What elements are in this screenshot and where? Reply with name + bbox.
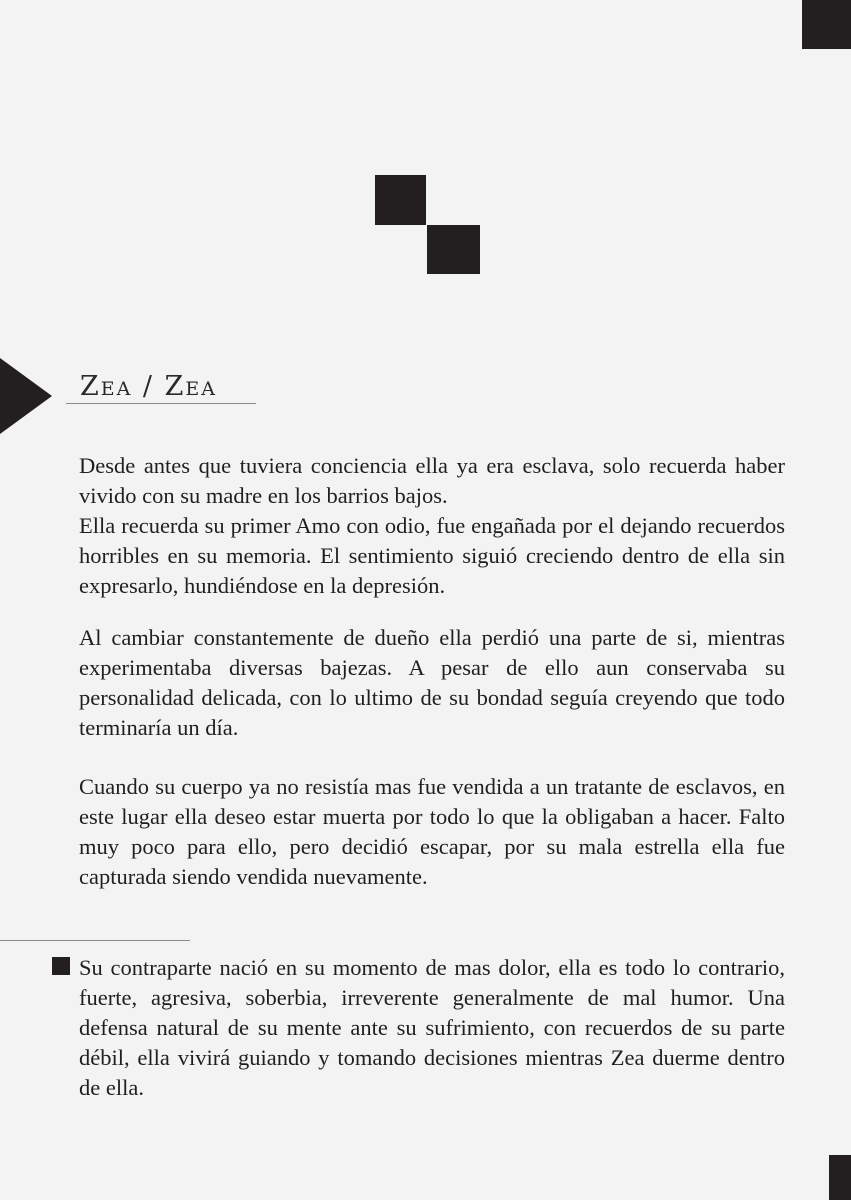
paragraph-origin-line-2: Ella recuerda su primer Amo con odio, fue engañada por el dejando recuerdos horribles en su memoria. El sentimiento siguió creciendo dentro de ella sin expresarlo, hundiéndose en la depresión. — [79, 513, 785, 598]
paragraph-origin-line-1: Desde antes que tuviera conciencia ella ya era esclava, solo recuerda haber vivido con su madre en los barrios bajos. — [79, 453, 785, 508]
square-bullet-icon — [52, 957, 70, 975]
paragraph-slave-trader: Cuando su cuerpo ya no resistía mas fue vendida a un tratante de esclavos, en este lugar ella deseo estar muerta por todo lo que la obligaban a hacer. Falto muy poco para ello, pero decidió escapar, por su mala estrella ella fue capturada siendo vendida nuevamente. — [79, 774, 785, 889]
paragraph-owners: Al cambiar constantemente de dueño ella perdió una parte de si, mientras experimentaba diversas bajezas. A pesar de ello aun conservaba su personalidad delicada, con lo ultimo de su bondad seguía creyendo que todo terminaría un día. — [79, 625, 785, 740]
decorative-square-lower — [427, 225, 480, 274]
title-underline — [66, 403, 256, 404]
section-divider — [0, 940, 190, 941]
corner-square-bottom-right — [829, 1155, 851, 1200]
paragraph-origin — [79, 451, 785, 601]
paragraph-counterpart: Su contraparte nació en su momento de mas dolor, ella es todo lo contrario, fuerte, agresiva, soberbia, irreverente generalmente de mal humor. Una defensa natural de su mente ante su sufrimiento, con recuerdos de su parte débil, ella vivirá guiando y tomando decisiones mientras Zea duerme dentro de ella. — [79, 955, 785, 1100]
corner-square-top-right — [802, 0, 851, 49]
decorative-square-upper — [375, 175, 426, 225]
character-title: Zea / Zea — [80, 371, 217, 402]
section-arrow-marker — [0, 358, 52, 434]
